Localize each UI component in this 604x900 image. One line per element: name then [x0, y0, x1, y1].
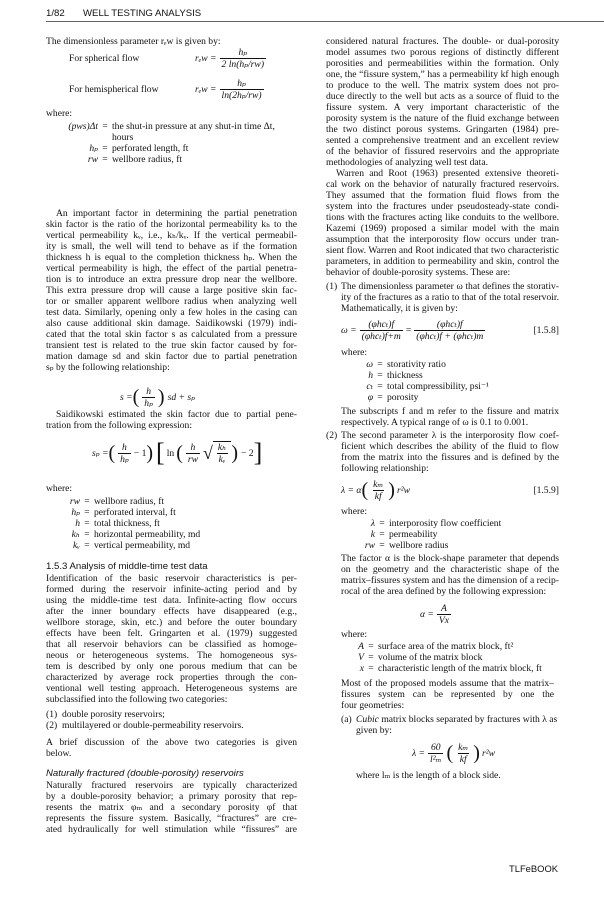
equation-partial-skin	[92, 437, 262, 469]
list-number: (1)	[46, 709, 58, 720]
header-rule	[46, 21, 604, 22]
definition-text: surface area of the matrix block, ft²	[378, 641, 514, 652]
intro-text: The dimensionless parameter rₑw is given by:	[46, 36, 221, 47]
text-line: A brief discussion of the above two categories is given	[46, 737, 297, 748]
equation-hemispherical	[69, 77, 297, 101]
text-line: ventional well testing approach. Heterogeneous systems are	[46, 683, 297, 694]
equation-omega	[341, 316, 559, 344]
numerator: 60	[430, 741, 441, 753]
text-line: parameters, in addition to permeability and skin, control the	[326, 256, 559, 267]
equals-sign: =	[379, 540, 385, 551]
where-label: where:	[341, 506, 368, 517]
equals-sign: =	[84, 507, 90, 518]
text-line: The factor α is the block-shape parameter that depends	[341, 553, 559, 564]
denominator: hₚ	[120, 453, 129, 465]
item-number: (1)	[326, 281, 338, 292]
definition-row	[334, 641, 542, 652]
paren: (	[132, 386, 140, 408]
paragraph-brief	[46, 737, 297, 759]
definition-row	[345, 540, 501, 551]
equation-total-skin	[120, 385, 195, 409]
text-line: thickness h is equal to the completion thickness hₚ. When the	[46, 252, 297, 263]
item-cubic-text: given by:	[356, 725, 392, 736]
numerator: h	[146, 385, 151, 397]
text-line: assumption that the interporosity flow occurs under tran-	[326, 234, 559, 245]
where-label: where:	[341, 347, 368, 358]
paragraph-middle-time	[46, 573, 297, 705]
denominator: 2 ln(hₚ/rw)	[221, 58, 265, 70]
definition-symbol: rw	[69, 496, 80, 507]
text-line: Saidikowski estimated the skin factor due to partial pene-	[56, 409, 297, 420]
where-label: where:	[46, 483, 73, 494]
equation-rhs: r²w	[481, 747, 495, 759]
running-title: WELL TESTING ANALYSIS	[83, 8, 202, 19]
equation-lhs: λ = α	[341, 484, 362, 496]
text-line: methodologies of analyzing well test data.	[326, 157, 488, 168]
text-line: Naturally fractured reservoirs are typically characterized	[46, 780, 297, 791]
sqrt-body	[213, 441, 231, 465]
equals-sign: =	[377, 381, 383, 392]
equals-sign: =	[84, 496, 90, 507]
denominator: hₚ	[144, 397, 153, 409]
definition-row	[50, 496, 200, 507]
numerator: (φhcₜ)f	[368, 318, 395, 330]
denominator: Vx	[438, 614, 450, 626]
emphasis: Cubic	[356, 714, 379, 725]
equals-sign: =	[377, 370, 383, 381]
text-line: skin factor is the ratio of the horizontal permeability kₕ to the	[46, 219, 297, 230]
text-line: effects have been felt. Gringarten et al. (1979) suggested	[46, 628, 297, 639]
definition-text: perforated length, ft	[112, 143, 189, 154]
text-line: subclassified into the following two categories:	[46, 694, 228, 705]
text-line: model assumes two porous regions of distinctly different	[326, 47, 559, 58]
text-line: matrix–fissures system and has the dimension of a recip-	[341, 575, 559, 586]
paren: )	[146, 442, 154, 464]
definition-row	[343, 370, 489, 381]
text-line: sented a comprehensive treatment and an excellent review	[326, 135, 559, 146]
fraction	[220, 78, 264, 101]
definition-text: volume of the matrix block	[378, 652, 483, 663]
numerator: h	[190, 441, 196, 453]
text-line: after the inner boundary effects have disappeared (e.g.,	[46, 606, 297, 617]
text-line: cated that the total skin factor s as calculated from a pressure	[46, 329, 297, 340]
text-line: tem is described by only one porous medium that can be	[46, 661, 297, 672]
definition-row	[334, 663, 542, 674]
text-line: by a double-porosity behavior; a primary porosity that rep-	[46, 791, 297, 802]
definitions-list	[50, 496, 200, 551]
equals-sign: =	[379, 529, 385, 540]
term: − 1	[133, 447, 147, 459]
fraction	[371, 479, 385, 502]
numerator: kₘ	[458, 741, 469, 753]
fraction	[428, 742, 443, 765]
equation-lhs: rₑw =	[195, 83, 217, 95]
where-label: where:	[46, 108, 73, 119]
paragraph-block-shape	[341, 553, 559, 597]
paragraph-saidikowski	[46, 409, 297, 431]
equation-rhs: sd + sₚ	[167, 391, 195, 403]
text-line: An important factor in determining the partial penetration	[56, 208, 297, 219]
definition-symbol: A	[358, 641, 364, 652]
ln-operator: ln	[166, 447, 175, 459]
text-line: using the middle-time test data. Infinite-acting flow occurs	[46, 595, 297, 606]
denominator: (φhcₜ)f + (φhcₜ)m	[416, 330, 484, 342]
text-line: cal work on the behavior of naturally fractured reservoirs.	[326, 179, 559, 190]
paren: (	[108, 442, 116, 464]
equals-sign: =	[368, 652, 374, 663]
definition-symbol: hₚ	[89, 143, 98, 154]
definition-text: the shut-in pressure at any shut-in time Δt,	[112, 121, 275, 132]
numerator: hₚ	[237, 77, 246, 89]
equals-sign	[98, 132, 112, 143]
text-line: to produce to the well. The matrix system does not pro-	[326, 80, 559, 91]
text-line: transient test is related to the true skin factor caused by for-	[46, 340, 297, 351]
paren: )	[473, 742, 480, 764]
definition-text: wellbore radius	[389, 540, 449, 551]
paragraph-geometries	[341, 678, 554, 711]
item-omega-text	[341, 281, 559, 314]
paragraph-warren-root	[326, 168, 559, 278]
text-line: the two distinct porous systems. Gringarten (1984) pre-	[326, 124, 559, 135]
equals-sign: =	[84, 529, 90, 540]
numerator: hₚ	[238, 46, 248, 58]
section-heading: 1.5.3 Analysis of middle-time test data	[46, 561, 208, 572]
definition-row	[50, 540, 200, 551]
text-line: tions with the fractures acting like conduits to the wellbore.	[326, 212, 559, 223]
paren: (	[176, 442, 183, 464]
equation-lhs: s =	[120, 391, 133, 403]
text-line: Mathematically, it is given by:	[341, 303, 458, 314]
text-line: of the behavior of fissured reservoirs and the appropriate	[326, 146, 559, 157]
text-line: from the matrix into the fissures and is defined by the	[341, 452, 559, 463]
equals-sign: =	[102, 154, 108, 165]
text-line: ity of the fractures as a ratio to that of the total reservoir.	[341, 292, 559, 303]
numerator: (φhcₜ)f	[436, 318, 463, 330]
equals-sign: =	[102, 121, 108, 132]
definition-symbol: h	[75, 518, 80, 529]
definition-row	[58, 154, 275, 165]
equation-label: For spherical flow	[69, 52, 140, 64]
definition-symbol: hₚ	[71, 507, 80, 518]
equation-spherical	[69, 46, 297, 70]
text-line: Warren and Root (1963) presented extensive theoreti-	[336, 168, 559, 179]
definition-text: perforated interval, ft	[94, 507, 176, 518]
definition-row	[50, 518, 200, 529]
definition-text: total thickness, ft	[94, 518, 160, 529]
text-line: Most of the proposed models assume that the matrix–	[341, 678, 554, 689]
paren: )	[388, 479, 395, 501]
equation-alpha	[420, 600, 454, 628]
fraction	[456, 742, 470, 765]
text-line: ity is small, the well will tend to behave as if the formation	[46, 241, 297, 252]
definition-row	[343, 381, 489, 392]
text-line: wellbore storage, skin, etc.) and before the outer boundary	[46, 617, 297, 628]
text-line: Identification of the basic reservoir characteristics is per-	[46, 573, 297, 584]
text-line: below.	[46, 748, 72, 759]
footer-watermark: TLFeBOOK	[509, 863, 558, 874]
sqrt-sign: √	[203, 442, 213, 463]
definition-text: vertical permeability, md	[94, 540, 191, 551]
definition-text: porosity	[387, 392, 419, 403]
item-letter: (a)	[341, 714, 352, 725]
numerator: A	[441, 602, 447, 614]
definition-symbol: h	[368, 370, 373, 381]
definition-text: hours	[112, 132, 134, 143]
denominator: ln(2hₚ/rw)	[221, 89, 262, 101]
text-line: fissure system. A very important characteristic of the	[326, 102, 559, 113]
equation-label: For hemispherical flow	[69, 83, 159, 95]
definitions-list	[343, 359, 489, 403]
definition-text: storativity ratio	[387, 359, 446, 370]
text-line: Kazemi (1969) proposed a similar model with the main	[326, 223, 559, 234]
denominator: kf	[374, 490, 382, 502]
equation-lhs: rₑw =	[195, 52, 217, 64]
definition-symbol: kₕ	[71, 529, 80, 540]
text-line: tion is to introduce an extra pressure drop near the wellbore.	[46, 274, 297, 285]
item-cubic-text	[356, 714, 559, 725]
denominator: rw	[187, 453, 198, 465]
equals-sign: =	[368, 641, 374, 652]
equals-sign: =	[368, 663, 374, 674]
definition-row	[345, 529, 501, 540]
equation-lhs: sₚ =	[92, 447, 109, 459]
text-line: represents the fissure system. Basically, “fractures” are cre-	[46, 813, 297, 824]
paren: )	[231, 442, 238, 464]
text-line: The subscripts f and m refer to the fissure and matrix	[341, 406, 559, 417]
item-number: (2)	[326, 430, 338, 441]
text-line: rocal of the area defined by the following expression:	[341, 586, 547, 597]
fraction	[220, 47, 266, 70]
denominator: kf	[459, 753, 467, 765]
definition-symbol: rw	[364, 540, 375, 551]
definition-row	[58, 143, 275, 154]
equals-sign: =	[405, 324, 412, 336]
text-line: This extra pressure drop will cause a large positive skin fac-	[46, 285, 297, 296]
definition-row	[343, 359, 489, 370]
definition-text: wellbore radius, ft	[112, 154, 183, 165]
text-line: They assumed that the formation fluid flows from the	[326, 190, 559, 201]
fraction	[142, 386, 155, 409]
text-line: tration from the following expression:	[46, 420, 193, 431]
denominator: (φhcₜ)f+m	[361, 330, 401, 342]
definition-symbol: V	[358, 652, 364, 663]
definition-symbol	[58, 132, 98, 143]
list-item	[46, 720, 297, 731]
text-line: vertical permeability is high, the effect of the partial penetra-	[46, 263, 297, 274]
denominator: l²ₘ	[430, 753, 442, 765]
numerator: h	[122, 441, 127, 453]
text-line: system into the fractures under pseudosteady-state condi-	[326, 201, 559, 212]
denominator: kᵥ	[218, 454, 226, 465]
definition-text: permeability	[389, 529, 438, 540]
category-list	[46, 709, 297, 731]
text-line: tor or smaller apparent wellbore radius when analyzing well	[46, 296, 297, 307]
text-line: formed during the reservoir infinite-acting period and by	[46, 584, 297, 595]
text-line: behavior of double-porosity systems. These are:	[326, 267, 511, 278]
paragraph-double-porosity	[326, 36, 559, 168]
equation-lhs: α =	[420, 608, 434, 620]
item-lambda-text	[341, 430, 559, 474]
text-line: mation damage sd and skin factor due to partial penetration	[46, 351, 297, 362]
text-line: porosity system is the nature of the fluid exchange between	[326, 113, 559, 124]
paren: )	[157, 386, 165, 408]
definition-row	[334, 652, 542, 663]
bracket: [	[156, 438, 165, 467]
definition-row	[50, 529, 200, 540]
definition-symbol: x	[359, 663, 364, 674]
equals-sign: =	[102, 143, 108, 154]
fraction	[216, 442, 228, 465]
definition-symbol: ω	[366, 359, 373, 370]
text-line: The second parameter λ is the interporosity flow coef-	[341, 430, 559, 441]
definition-symbol: cₜ	[366, 381, 373, 392]
definition-row	[58, 121, 275, 132]
definitions-list	[345, 518, 501, 551]
text-line: The dimensionless parameter ω that defines the storativ-	[341, 281, 559, 292]
text-line: vertical permeability kᵥ, i.e., kₕ/kᵥ. If the vertical permeabil-	[46, 230, 297, 241]
equals-sign: =	[84, 540, 90, 551]
paren: (	[361, 479, 369, 501]
definition-text: thickness	[387, 370, 423, 381]
equation-rhs: r²w	[396, 484, 410, 496]
definition-symbol: φ	[367, 392, 373, 403]
text-line: ated hydraulically for well stimulation while “fissures” are	[46, 824, 297, 835]
paragraph-naturally-fractured	[46, 780, 297, 835]
text-line: neous or heterogeneous systems. The homogeneous sys-	[46, 650, 297, 661]
text-line: test data. Similarly, opening only a few holes in the casing can	[46, 307, 297, 318]
equals-sign: =	[84, 518, 90, 529]
definition-text: horizontal permeability, md	[94, 529, 201, 540]
text-line: sient flow. Warren and Root indicated that two characteristic	[326, 245, 559, 256]
fraction	[186, 442, 200, 465]
paren: (	[446, 742, 454, 764]
definition-symbol: kᵥ	[73, 540, 80, 551]
bracket: ]	[253, 438, 263, 467]
equation-number: [1.5.8]	[533, 324, 559, 336]
paragraph-subscripts	[341, 406, 559, 428]
text-line: resents the matrix φₘ and a secondary porosity φf that	[46, 802, 297, 813]
definition-text: characteristic length of the matrix block, ft	[378, 663, 542, 674]
definition-text: wellbore radius, ft	[94, 496, 165, 507]
text-line: on the geometry and the characteristic shape of the	[341, 564, 559, 575]
definition-row	[343, 392, 489, 403]
equation-number: [1.5.9]	[533, 484, 559, 496]
text-line: sₚ by the following relationship:	[46, 362, 170, 373]
definition-row	[50, 507, 200, 518]
fraction	[360, 319, 403, 342]
equation-lhs: λ =	[412, 747, 426, 759]
numerator: kₘ	[373, 478, 384, 490]
definition-row	[58, 132, 275, 143]
equals-sign: =	[379, 518, 385, 529]
definition-symbol: (pws)Δt	[68, 121, 98, 132]
equals-sign: =	[377, 359, 383, 370]
fraction	[414, 319, 485, 342]
text-line: fissures system can be represented by one the	[341, 689, 554, 700]
definition-text: interporosity flow coefficient	[389, 518, 502, 529]
definition-row	[345, 518, 501, 529]
text-line: characterized by average rock properties through the con-	[46, 672, 297, 683]
text-line: porosities and permeabilities within the formation. Only	[326, 58, 559, 69]
fraction	[118, 442, 131, 465]
text-line: one, the “fissure system,” has a permeability kf high enough	[326, 69, 559, 80]
equals-sign: =	[377, 392, 383, 403]
list-item	[46, 709, 297, 720]
text-line: also cause additional skin damage. Saidikowski (1979) indi-	[46, 318, 297, 329]
term: − 2	[240, 447, 254, 459]
equation-lambda	[341, 476, 559, 504]
paragraph-partial-penetration	[46, 208, 297, 373]
list-text: multilayered or double-permeability reservoirs.	[62, 720, 244, 731]
page-number: 1/82	[46, 8, 65, 19]
text-line: considered natural fractures. The double- or dual-porosity	[326, 36, 559, 47]
fraction	[437, 603, 451, 626]
text-line: four geometries:	[341, 700, 405, 711]
subsection-heading: Naturally fractured (double-porosity) reservoirs	[46, 768, 244, 779]
definition-text: total compressibility, psi⁻¹	[387, 381, 489, 392]
definition-symbol: rw	[87, 154, 98, 165]
equation-cubic-lambda	[412, 738, 495, 768]
definitions-list	[334, 641, 542, 674]
definition-symbol: λ	[370, 518, 375, 529]
numerator: kₕ	[217, 442, 227, 453]
where-label: where:	[341, 629, 368, 640]
item-text: matrix blocks separated by fractures with λ as	[378, 714, 558, 725]
list-number: (2)	[46, 720, 58, 731]
text-line: following relationship:	[341, 463, 429, 474]
definition-symbol: k	[370, 529, 375, 540]
text-line: duce directly to the well but acts as a source of fluid to the	[326, 91, 559, 102]
text-line: ficient which describes the ability of the fluid to flow	[341, 441, 559, 452]
text-line: respectively. A typical range of ω is 0.1 to 0.001.	[341, 417, 529, 428]
list-text: double porosity reservoirs;	[62, 709, 165, 720]
text-line: that all reservoir behaviors can be classified as homoge-	[46, 639, 297, 650]
cubic-where-text: where lₘ is the length of a block side.	[356, 770, 501, 781]
definitions-list	[58, 121, 275, 165]
equation-lhs: ω =	[341, 324, 357, 336]
